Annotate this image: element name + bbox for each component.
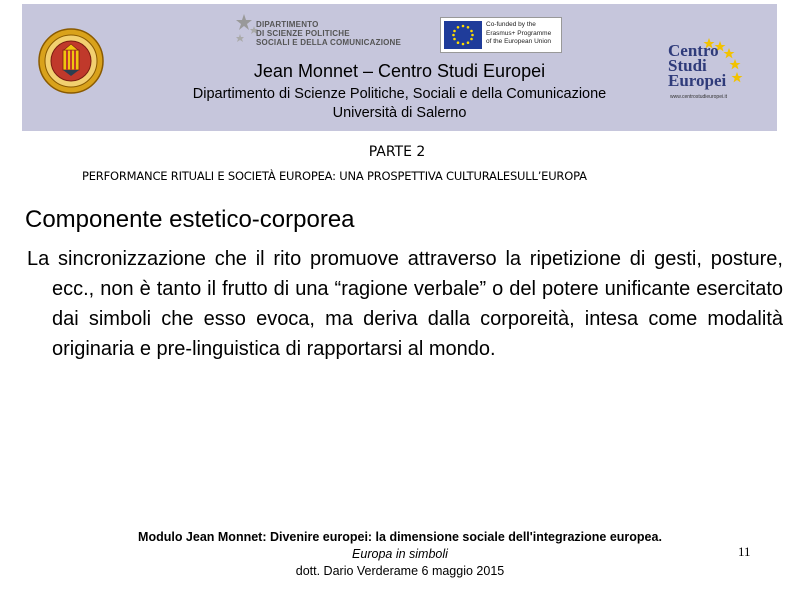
department-logo — [232, 12, 402, 56]
slide-subtitle: PERFORMANCE RITUALI E SOCIETÀ EUROPEA: UNA PROSPETTIVA CULTURALESULL’EUROPA — [82, 169, 587, 183]
centro-logo-line-2: Studi — [668, 56, 707, 75]
eu-erasmus-logo — [440, 17, 562, 53]
footer-module: Modulo Jean Monnet: Divenire europei: la dimensione sociale dell'integrazione europea. — [138, 530, 662, 544]
footer-series: Europa in simboli — [352, 547, 448, 561]
centro-logo-url: www.centrostudieuropei.it — [670, 94, 727, 100]
slide-heading: Componente estetico-corporea — [25, 206, 355, 233]
university-name: Università di Salerno — [332, 105, 467, 121]
dept-logo-line-1: DIPARTIMENTO — [256, 20, 319, 29]
centro-logo-line-1: Centro — [668, 41, 719, 60]
dept-logo-line-3: SOCIALI E DELLA COMUNICAZIONE — [256, 38, 402, 47]
part-label: PARTE 2 — [368, 144, 426, 160]
center-title: Jean Monnet – Centro Studi Europei — [253, 61, 546, 81]
centro-logo-line-3: Europei — [668, 71, 727, 90]
page-number: 11 — [738, 544, 751, 559]
eu-logo-line-1: Co-funded by the — [486, 21, 536, 28]
slide-body-text: La sincronizzazione che il rito promuove attraverso la ripetizione di gesti, posture, ecc., non è tanto il frutto di una “ragione verbale” o del potere unificante esercitato dai simboli che esso evoca, ma deriva dalla corporeità, intesa come modalità originaria e pre-linguistica di rapportarsi al mondo. — [27, 248, 783, 360]
footer — [100, 529, 700, 580]
eu-flag-icon — [444, 21, 482, 49]
dept-logo-line-2: DI SCIENZE POLITICHE — [256, 29, 350, 38]
footer-author-date: dott. Dario Verderame 6 maggio 2015 — [295, 564, 505, 578]
department-name: Dipartimento di Scienze Politiche, Sociali e della Comunicazione — [192, 86, 607, 102]
eu-logo-line-2: Erasmus+ Programme — [486, 29, 552, 37]
eu-logo-line-3: of the European Union — [486, 38, 552, 45]
